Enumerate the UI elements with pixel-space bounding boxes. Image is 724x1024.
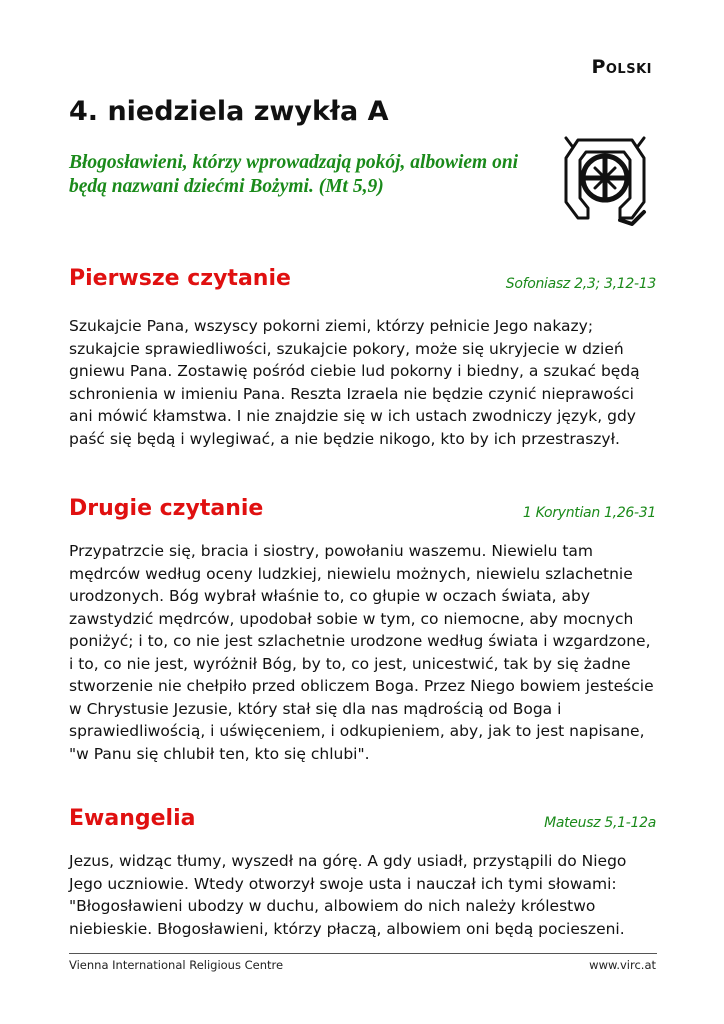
reference-gospel: Mateusz 5,1-12a [544,815,656,831]
text-gospel: Jezus, widząc tłumy, wyszedł na górę. A gdy usiadł, przystąpili do Niego Jego uczniowie. Wtedy otworzył swoje usta i nauczał ich tymi słowami: "Błogosławieni ubodzy w duchu, albowiem do nich należy królestwo niebieskie. Błogosławieni, którzy płaczą, albowiem oni będą pocieszeni. [69,852,627,938]
footer-website: www.virc.at [589,958,656,972]
motto: Błogosławieni, którzy wprowadzają pokój, albowiem oni będą nazwani dziećmi Bożymi. (Mt 5,9) [69,152,519,197]
footer-divider [69,953,657,954]
page-title: 4. niedziela zwykła A [69,96,389,127]
section-title-gospel: Ewangelia [69,806,196,831]
section-title-second-reading: Drugie czytanie [69,496,264,521]
text-second-reading: Przypatrzcie się, bracia i siostry, powołaniu waszemu. Niewielu tam mędrców według oceny ludzkiej, niewielu możnych, niewielu szlachetnie urodzonych. Bóg wybrał właśnie to, co głupie w oczach świata, aby zawstydzić mędrców, upodobał sobie w tym, co niemocne, aby mocnych poniżyć; i to, co nie jest szlachetnie urodzone według świata i wzgardzone, i to, co nie jest, wyróżnił Bóg, by to, co jest, unicestwić, tak by się żadne stworzenie nie chełpiło przed obliczem Boga. Przez Niego bowiem jesteście w Chrystusie Jezusie, który stał się dla nas mądrością od Boga i sprawiedliwością, i uświęceniem, i odkupieniem, aby, jak to jest napisane, "w Panu się chlubił ten, kto się chlubi". [69,542,654,763]
section-title-first-reading: Pierwsze czytanie [69,266,291,291]
language-label: Polski [591,56,652,78]
text-first-reading: Szukajcie Pana, wszyscy pokorni ziemi, którzy pełnicie Jego nakazy; szukajcie sprawiedliwości, szukajcie pokory, może się ukryjecie w dzień gniewu Pana. Zostawię pośród ciebie lud pokorny i biedny, a szukać będą schronienia w imieniu Pana. Reszta Izraela nie będzie czynić nieprawości ani mówić kłamstwa. I nie znajdzie się w ich ustach zwodniczy język, gdy paść się będą i wylegiwać, a nie będzie nikogo, kto by ich przestraszył. [69,317,640,448]
virc-logo-icon [560,128,650,228]
reference-first-reading: Sofoniasz 2,3; 3,12-13 [505,276,656,292]
reference-second-reading: 1 Koryntian 1,26-31 [522,505,656,521]
footer-organization: Vienna International Religious Centre [69,958,284,972]
